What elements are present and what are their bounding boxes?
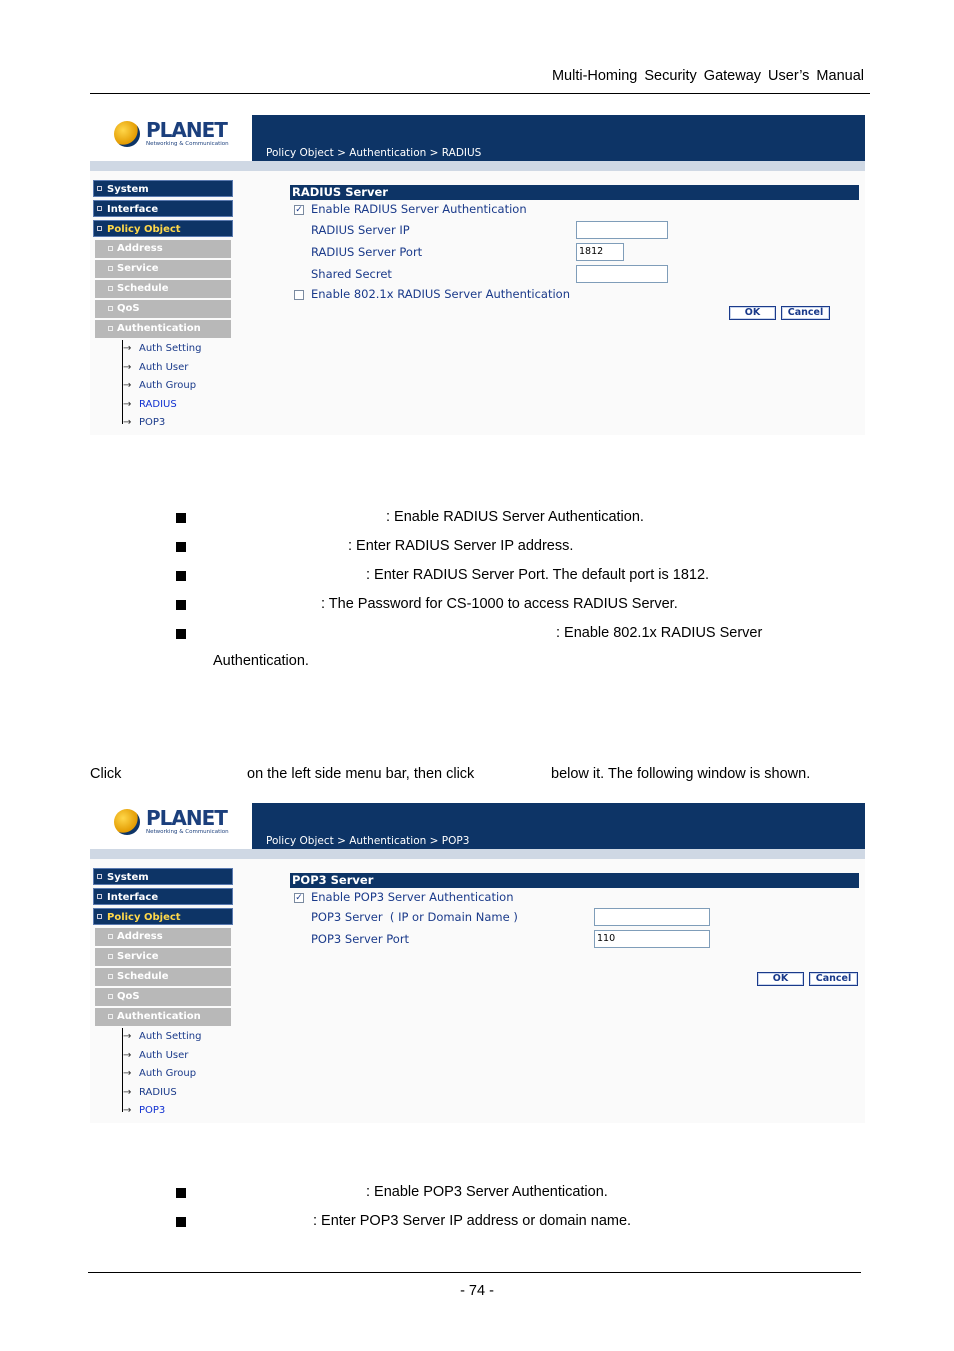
tree-pop3[interactable]: POP3 → [93,1102,233,1121]
menu-system[interactable]: System [93,180,233,197]
enable-8021x-checkbox[interactable] [294,290,304,300]
tree-pop3[interactable]: POP3 → [93,414,233,433]
menu-system[interactable]: System [93,868,233,885]
menu-policy-object[interactable]: Policy Object [93,908,233,925]
header-rule [90,93,870,94]
breadcrumb: Policy Object > Authentication > POP3 [266,835,470,847]
radius-port-label: RADIUS Server Port [311,245,423,259]
enable-radius-checkbox[interactable]: ✓ [295,205,303,215]
planet-logo-icon [114,809,140,835]
footer-rule [88,1272,861,1273]
logo-subtitle: Networking & Communication [146,829,229,835]
submenu-qos[interactable]: QoS [95,300,231,318]
logo-area [90,803,252,849]
pop3-server-input[interactable] [594,908,710,926]
radius-screenshot [90,115,865,435]
ok-button[interactable]: OK [757,972,804,986]
submenu-schedule[interactable]: Schedule [95,280,231,298]
ok-button[interactable]: OK [729,306,776,320]
tree-auth-group[interactable]: Auth Group → [93,1065,233,1084]
pop3-panel [290,873,859,984]
top-stripe [90,849,865,859]
pop3-server-hint: ( IP or Domain Name ) [389,910,518,924]
radius-bullet-5-cont: Authentication. [213,653,309,669]
menu-interface[interactable]: Interface [93,888,233,905]
tree-auth-setting[interactable]: Auth Setting → [93,1028,233,1047]
radius-panel [290,185,859,318]
submenu-service[interactable]: Service [95,948,231,966]
pop3-port-label: POP3 Server Port [311,932,410,946]
submenu-authentication[interactable]: Authentication [95,1008,231,1026]
radius-bullet-3-text: : Enter RADIUS Server Port. The default port is 1812. [366,567,710,583]
submenu-qos[interactable]: QoS [95,988,231,1006]
manual-title: Multi-Homing Security Gateway User’s Manual [551,68,864,84]
radius-port-input[interactable]: 1812 [576,243,624,261]
enable-pop3-label: Enable POP3 Server Authentication [311,890,514,904]
tree-radius[interactable]: RADIUS → [93,1084,233,1103]
submenu-schedule[interactable]: Schedule [95,968,231,986]
instruction-middle: on the left side menu bar, then click [247,766,475,782]
logo-text: PLANET [146,118,227,142]
cancel-button[interactable]: Cancel [781,306,830,320]
logo-text: PLANET [146,806,227,830]
side-menu [93,868,233,1121]
menu-interface[interactable]: Interface [93,200,233,217]
submenu-address[interactable]: Address [95,240,231,258]
pop3-screenshot [90,803,865,1123]
pop3-bullet-1-text: : Enable POP3 Server Authentication. [366,1184,608,1200]
pop3-bullet-2-text: : Enter POP3 Server IP address or domain name. [313,1213,632,1229]
tree-auth-user[interactable]: Auth User → [93,1047,233,1066]
pop3-port-input[interactable]: 110 [594,930,710,948]
tree-auth-setting[interactable]: Auth Setting → [93,340,233,359]
logo-area [90,115,252,161]
enable-8021x-label: Enable 802.1x RADIUS Server Authentication [311,287,571,301]
instruction-end: below it. The following window is shown. [551,766,811,782]
pop3-server-text: POP3 Server [311,910,383,924]
radius-ip-input[interactable] [576,221,668,239]
tree-radius[interactable]: RADIUS → [93,396,233,415]
logo-subtitle: Networking & Communication [146,141,229,147]
submenu-service[interactable]: Service [95,260,231,278]
side-menu [93,180,233,433]
tree-auth-group[interactable]: Auth Group → [93,377,233,396]
menu-policy-object[interactable]: Policy Object [93,220,233,237]
page-number: - 74 - [460,1283,494,1299]
pop3-server-label [311,906,518,928]
enable-pop3-checkbox[interactable]: ✓ [295,893,303,903]
enable-radius-label: Enable RADIUS Server Authentication [311,202,527,216]
shared-secret-label: Shared Secret [311,267,392,281]
top-stripe [90,161,865,171]
tree-auth-user[interactable]: Auth User → [93,359,233,378]
radius-bullet-2-text: : Enter RADIUS Server IP address. [348,538,574,554]
radius-bullet-1-text: : Enable RADIUS Server Authentication. [386,509,644,525]
planet-logo-icon [114,121,140,147]
radius-ip-label: RADIUS Server IP [311,223,410,237]
submenu-authentication[interactable]: Authentication [95,320,231,338]
cancel-button[interactable]: Cancel [809,972,858,986]
panel-title: POP3 Server [290,873,859,888]
breadcrumb: Policy Object > Authentication > RADIUS [266,147,482,159]
submenu-address[interactable]: Address [95,928,231,946]
instruction-click: Click [90,766,122,782]
radius-bullet-5-text: : Enable 802.1x RADIUS Server [556,625,763,641]
shared-secret-input[interactable] [576,265,668,283]
radius-bullet-4-text: : The Password for CS-1000 to access RADIUS Server. [321,596,678,612]
panel-title: RADIUS Server [290,185,859,200]
